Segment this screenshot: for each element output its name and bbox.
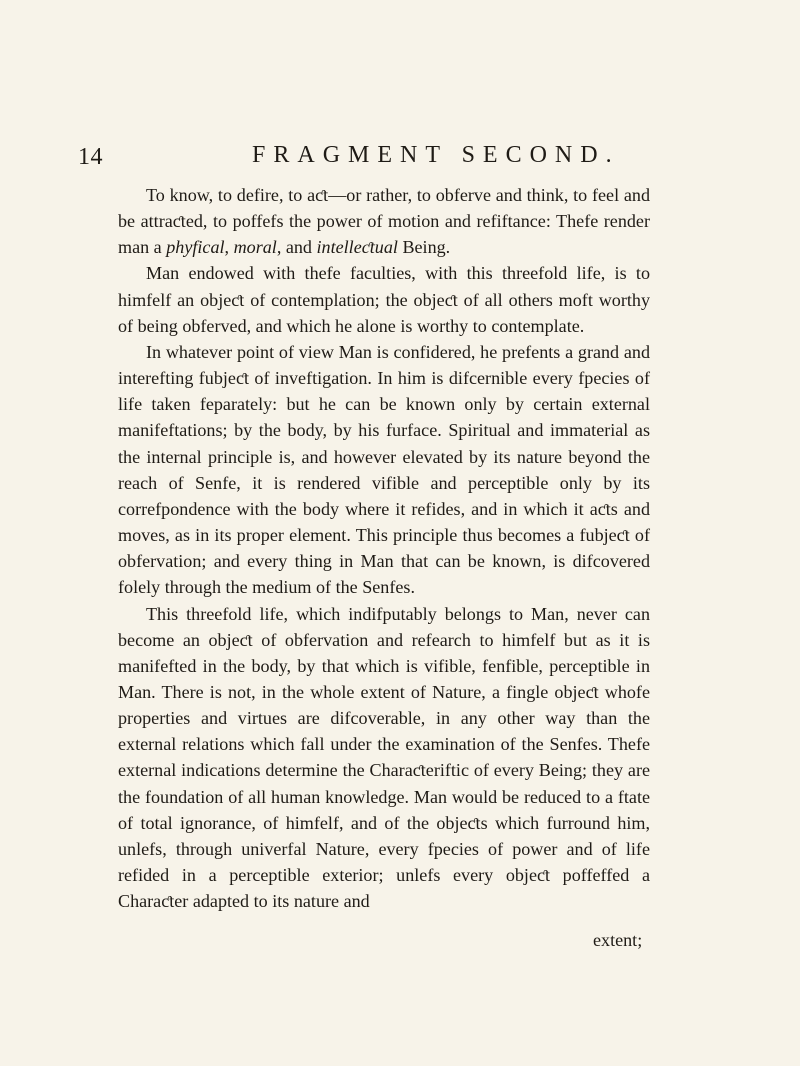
page-number: 14 [78, 144, 103, 170]
italic-intellectual: intelleƈtual [316, 237, 398, 258]
paragraph-1-sep-1: , [224, 237, 234, 258]
page-header [78, 138, 718, 174]
catchword: extent; [593, 930, 643, 950]
running-head: FRAGMENT SECOND. [252, 142, 620, 168]
paragraph-1-end: Being. [397, 237, 451, 258]
italic-moral: moral [233, 237, 277, 258]
paragraph-1 [118, 182, 650, 260]
paragraph-1-text: To know, to defire, to aƈt—or rather, to obferve and think, to feel and be attraƈted, to poffefs the power of motion and refiftance: Thefe render man a [118, 185, 650, 258]
paragraph-1-sep-2: , and [276, 237, 317, 258]
paragraph-4: This threefold life, which indifputably belongs to Man, never can become an objeƈt of obfervation and refearch to himfelf but as it is manifefted in the body, by that which is vifible, fenfible, perceptible in Man. There is not, in the whole extent of Nature, a fingle objeƈt whofe properties and virtues are difcoverable, in any other way than the external relations which fall under the examination of the Senfes. Thefe external indications determine the Charaƈteriftic of every Being; they are the foundation of all human knowledge. Man would be reduced to a ftate of total ignorance, of himfelf, and of the objeƈts which furround him, unlefs, through univerfal Nature, every fpecies of power and of life refided in a perceptible exterior; unlefs every objeƈt poffeffed a Charaƈter adapted to its nature and [118, 603, 650, 912]
paragraph-3: In whatever point of view Man is confidered, he prefents a grand and interefting fubjeƈt of inveftigation. In him is difcernible every fpecies of life taken feparately: but he can be known only by certain external manifeftations; by the body, by his furface. Spiritual and immaterial as the internal principle is, and however elevated by its nature beyond the reach of Senfe, it is rendered vifible and perceptible only by its correfpondence with the body where it refides, and in which it aƈts and moves, as in its proper element. This principle thus becomes a fubjeƈt of obfervation; and every thing in Man that can be known, is difcovered folely through the medium of the Senfes. [118, 341, 650, 598]
paragraph-2: Man endowed with thefe faculties, with this threefold life, is to himfelf an objeƈt of contemplation; the objeƈt of all others moft worthy of being obferved, and which he alone is worthy to contemplate. [118, 263, 650, 336]
body-text [118, 182, 650, 914]
italic-physical: phyfical [166, 237, 225, 258]
